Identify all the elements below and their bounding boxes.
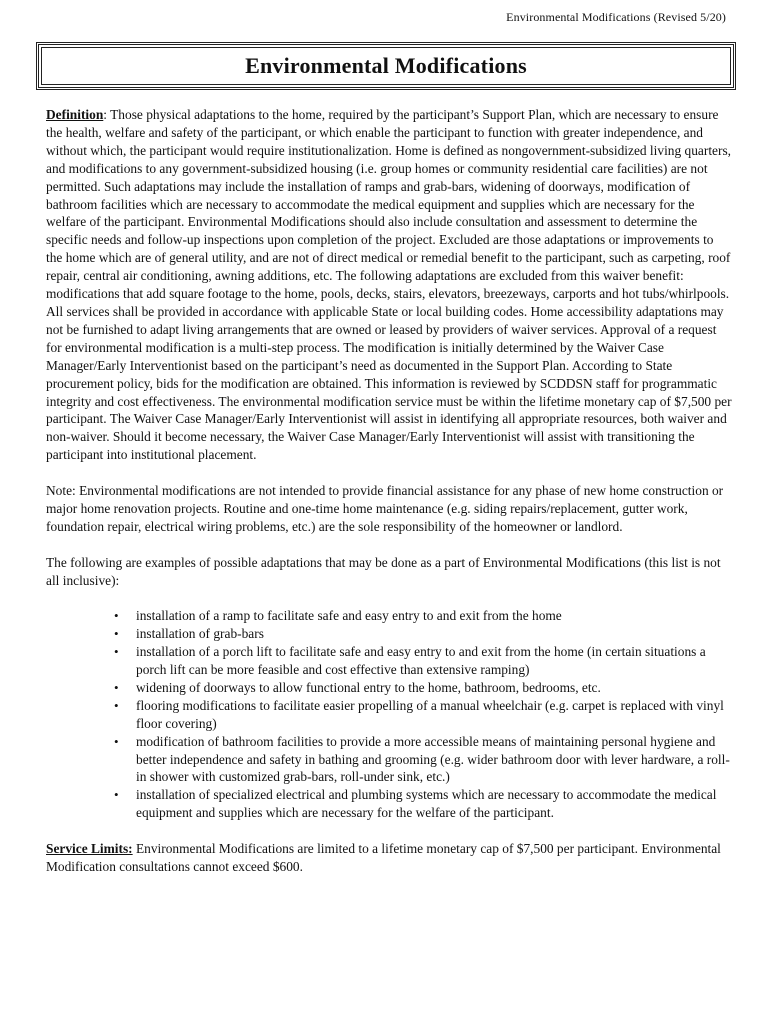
definition-paragraph	[46, 106, 732, 464]
note-paragraph: Note: Environmental modifications are not intended to provide financial assistance for any phase of new home construction or major home renovation projects. Routine and one-time home maintenance (e.g. siding repairs/replacement, gutter work, foundation repair, electrical wiring problems, etc.) are the sole responsibility of the homeowner or landlord.	[46, 483, 724, 534]
page-title: Environmental Modifications	[245, 53, 527, 78]
document-body	[46, 106, 732, 894]
list-item: • flooring modifications to facilitate easier propelling of a manual wheelchair (e.g. carpet is replaced with vinyl floor covering)	[136, 697, 732, 733]
service-limits-text: Environmental Modifications are limited to a lifetime monetary cap of $7,500 per participant. Environmental Modification consultations cannot exceed $600.	[46, 841, 721, 874]
service-limits-paragraph	[46, 840, 732, 876]
list-item: • installation of a porch lift to facilitate safe and easy entry to and exit from the home (in certain situations a porch lift can be more feasible and cost effective than extensive ramping)	[136, 643, 732, 679]
list-item: • modification of bathroom facilities to provide a more accessible means of maintaining personal hygiene and better independence and safety in bathing and grooming (e.g. wider bathroom door with lever hardware, a roll-in shower with customized grab-bars, roll-under sink, etc.)	[136, 733, 732, 787]
examples-list	[46, 607, 732, 822]
list-item: • installation of grab-bars	[136, 625, 732, 643]
definition-text: : Those physical adaptations to the home, required by the participant’s Support Plan, which are necessary to ensure the health, welfare and safety of the participant, or which enable the participant to function with greater independence, and without which, the participant would require institutionalization. Home is defined as nongovernment-subsidized living quarters, and modifications to any government-subsidized housing (i.e. group homes or community residential care facilities) are not permitted. Such adaptations may include the installation of ramps and grab-bars, widening of doorways, modification of bathroom facilities which are necessary to accommodate the medical equipment and supplies which are necessary for the welfare of the participant. Environmental Modifications should also include consultation and assessment to determine the specific needs and follow-up inspections upon completion of the project. Excluded are those adaptations or improvements to the home which are of general utility, and are not of direct medical or remedial benefit to the participant, such as carpeting, roof repair, central air conditioning, awning additions, etc. The following adaptations are excluded from this waiver benefit: modifications that add square footage to the home, pools, decks, stairs, elevators, breezeways, carports and hot tubs/whirlpools. All services shall be provided in accordance with applicable State or local building codes. Home accessibility adaptations may not be furnished to adapt living arrangements that are owned or leased by providers of waiver services. Approval of a request for environmental modification is a multi-step process. The modification is initially determined by the Waiver Case Manager/Early Interventionist based on the participant’s need as documented in the Support Plan. According to State procurement policy, bids for the modification are obtained. This information is reviewed by SCDDSN staff for programmatic integrity and cost effectiveness. The environmental modification service must be within the lifetime monetary cap of $7,500 per participant. The Waiver Case Manager/Early Interventionist will assist in identifying all appropriate resources, both waiver and non-waiver. Should it become necessary, the Waiver Case Manager/Early Interventionist will assist with transitioning the participant into institutional placement.	[46, 107, 732, 463]
title-box	[36, 42, 736, 90]
list-item: • installation of a ramp to facilitate safe and easy entry to and exit from the home	[136, 607, 732, 625]
definition-label: Definition	[46, 107, 104, 122]
examples-intro: The following are examples of possible adaptations that may be done as a part of Environmental Modifications (this list is not all inclusive):	[46, 554, 721, 588]
service-limits-label: Service Limits:	[46, 841, 133, 857]
list-item: • installation of specialized electrical and plumbing systems which are necessary to accommodate the medical equipment and supplies which are necessary for the welfare of the participant.	[136, 786, 732, 822]
page-header-revision: Environmental Modifications (Revised 5/20)	[506, 10, 726, 24]
list-item: • widening of doorways to allow functional entry to the home, bathroom, bedrooms, etc.	[136, 679, 732, 697]
